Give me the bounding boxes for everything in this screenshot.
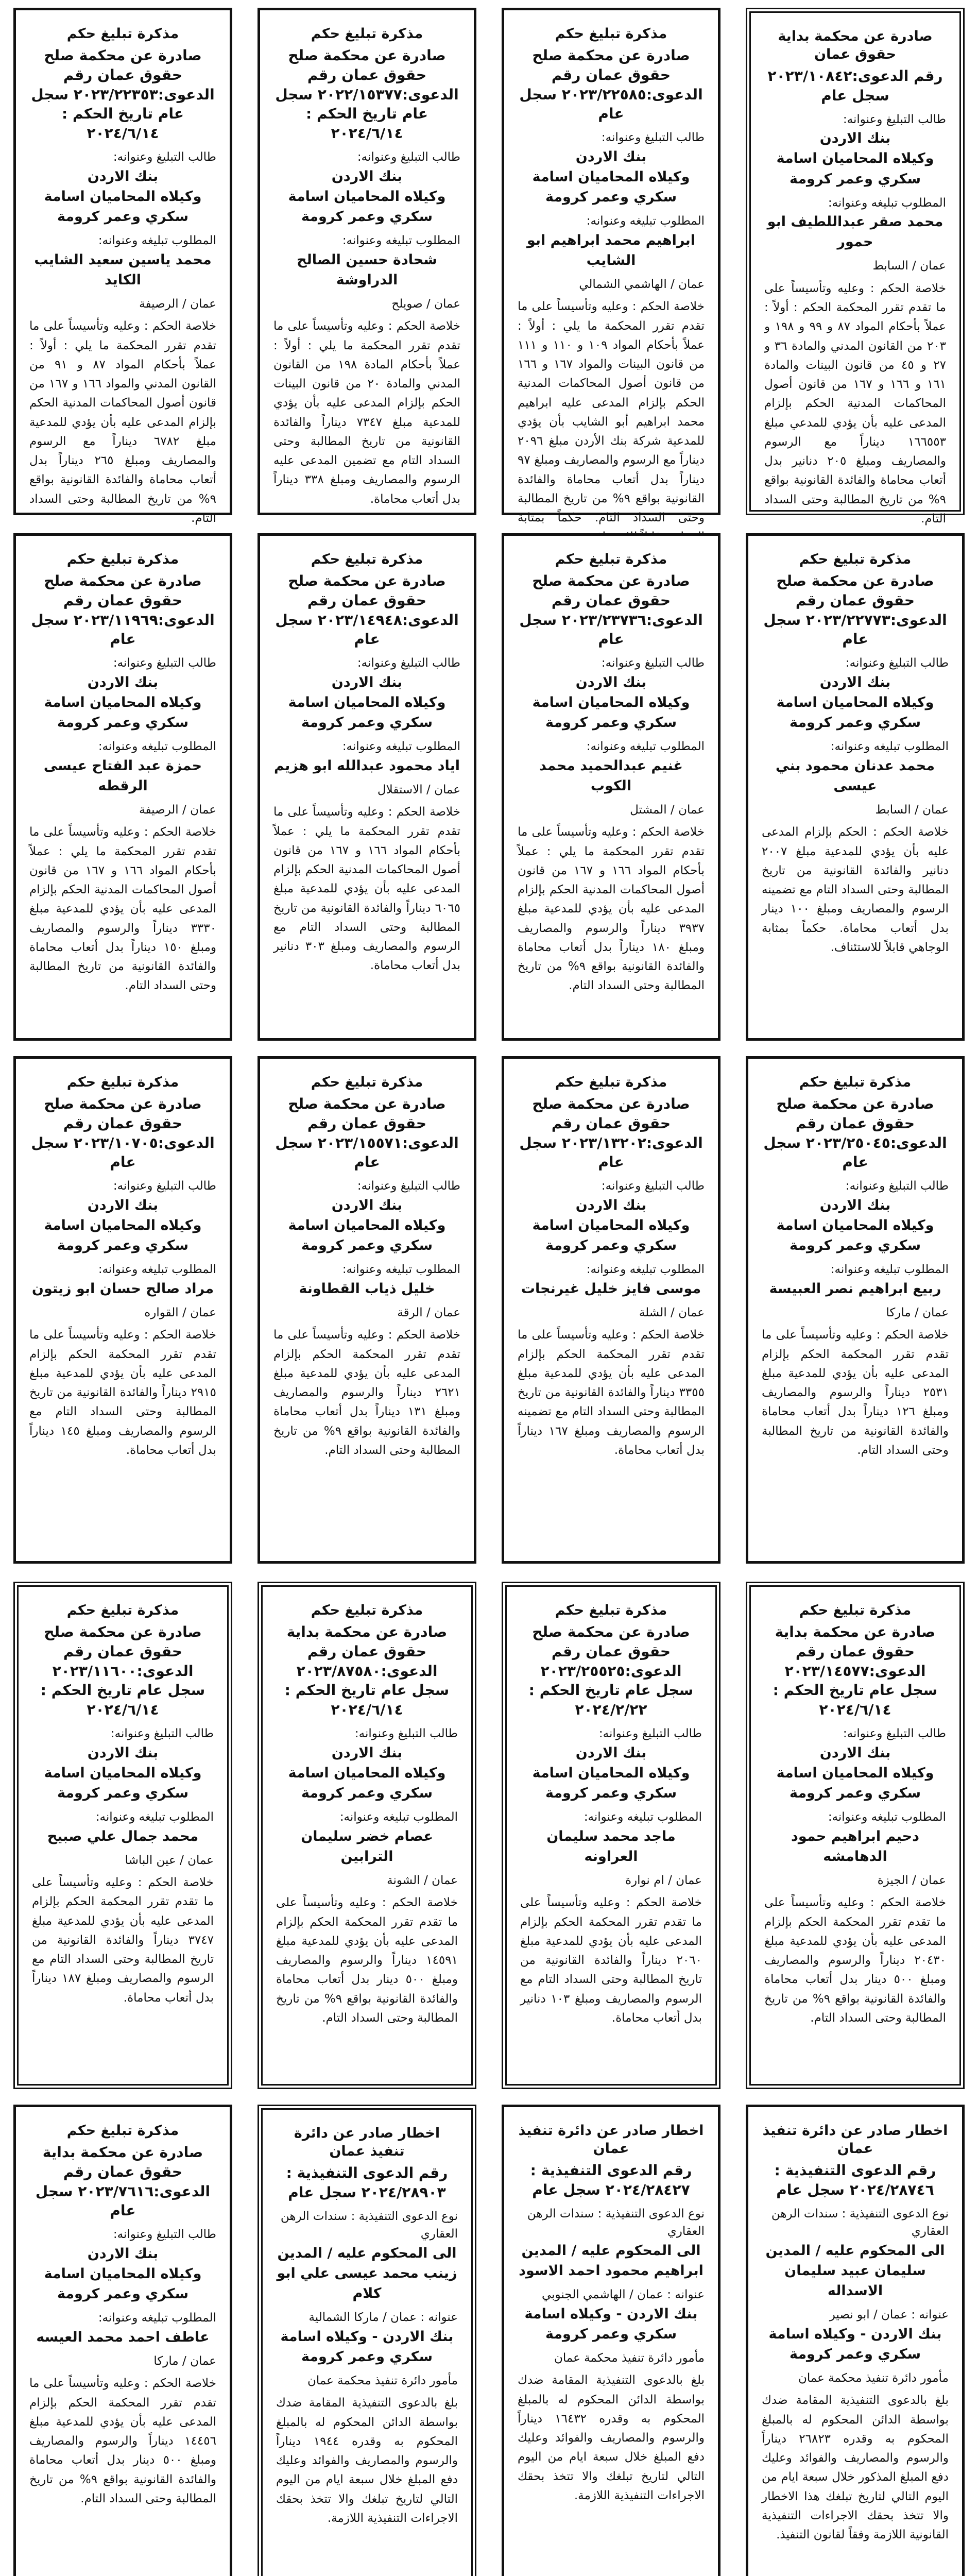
plaintiff-name: بنك الاردن	[819, 674, 891, 690]
plaintiff-name: بنك الاردن	[575, 674, 647, 690]
judgment-summary: خلاصة الحكم : وعليه وتأسيساً على ما تقدم تقرر المحكمة الحكم بإلزام المدعى عليه بأن يؤدي للمدعية مبلغ ٢٥٣١ ديناراً والرسوم والمصاريف ومبلغ ١٢٦ ديناراً بدل أتعاب محاماة والفائدة القانونية من تاريخ المطالبة وحتى السداد التام.	[762, 1328, 949, 1457]
case-number: رقم الدعوى التنفيذية : ٢٠٢٤/٢٨٧٤٦ سجل عام	[774, 2162, 936, 2198]
requester-label: طالب التبليغ وعنوانه:	[110, 1727, 214, 1741]
case-number: صادرة عن محكمة بداية حقوق عمان رقم الدعوى:٢٠٢٣/٨٧٥٨٠ سجل عام تاريخ الحكم : ٢٠٢٤/٦/١٤	[284, 1623, 450, 1719]
requester-label: نوع الدعوى التنفيذية : سندات الرهن العقاري	[280, 2209, 458, 2241]
case-number: صادرة عن محكمة بداية حقوق عمان رقم الدعوى:٢٠٢٣/٧٦١٦ سجل عام	[35, 2144, 211, 2219]
recipient-label: عنوانه : عمان / ابو نصير	[829, 2308, 949, 2322]
plaintiff-agents: وكيلاه المحاميان اسامة سكري وعمر كرومة	[288, 188, 446, 225]
defendant-name: عاطف احمد محمد العيسه	[36, 2329, 210, 2345]
defendant-address: عمان / عين الباشا	[125, 1853, 214, 1867]
plaintiff-agents: وكيلاه المحاميان اسامة سكري وعمر كرومة	[776, 1217, 934, 1254]
plaintiff-agents: وكيلاه المحاميان اسامة سكري وعمر كرومة	[288, 1765, 446, 1801]
recipient-label: المطلوب تبليغه وعنوانه:	[339, 1810, 458, 1824]
defendant-address: عمان / السابط	[875, 803, 949, 817]
case-number: صادرة عن محكمة صلح حقوق عمان رقم الدعوى:٢٠٢٣/٢٢٣٥٣ سجل عام تاريخ الحكم : ٢٠٢٤/٦/١٤	[31, 47, 215, 142]
court-notice	[502, 533, 720, 1041]
notice-heading: مذكرة تبليغ حكم	[66, 1602, 179, 1618]
defendant-name: بنك الاردن - وكيلاه اسامة سكري وعمر كرومة	[768, 2326, 942, 2362]
plaintiff-agents: وكيلاه المحاميان اسامة سكري وعمر كرومة	[776, 150, 934, 187]
case-number: صادرة عن محكمة صلح حقوق عمان رقم الدعوى:٢٠٢٣/٢٣٧٣٦ سجل عام	[519, 572, 703, 648]
recipient-label: المطلوب تبليغه وعنوانه:	[98, 740, 216, 754]
judgment-summary: بلغ بالدعوى التنفيذية المقامة ضدك بواسطة الدائن المحكوم له بالمبلغ المحكوم به وقدره ١٩٤٤ ديناراً والرسوم والمصاريف والفوائد وعليك دفع المبلغ خلال سبعة ايام من اليوم التالي لتاريخ تبلغك والا تتخذ بحقك الاجراءات التنفيذية اللازمة.	[276, 2396, 458, 2525]
defendant-name: محمد صقر عبداللطيف ابو حمور	[767, 214, 943, 250]
requester-label: طالب التبليغ وعنوانه:	[601, 656, 705, 670]
notice-heading: مذكرة تبليغ حكم	[311, 1602, 423, 1618]
court-notice	[13, 533, 232, 1041]
requester-label: طالب التبليغ وعنوانه:	[113, 656, 216, 670]
notice-heading: مذكرة تبليغ حكم	[555, 551, 667, 567]
judgment-summary: خلاصة الحكم : وعليه وتأسيساً على ما تقدم تقرر المحكمة الحكم بإلزام المدعى عليه بأن يؤدي للمدعية مبلغ ٢٩١٥ ديناراً والفائدة القانونية من تاريخ المطالبة وحتى السداد التام مع الرسوم والمصاريف ومبلغ ١٤٥ ديناراً بدل أتعاب محاماة.	[29, 1328, 216, 1457]
recipient-label: المطلوب تبليغه وعنوانه:	[830, 740, 949, 754]
judgment-summary: بلغ بالدعوى التنفيذية المقامة ضدك بواسطة الدائن المحكوم له بالمبلغ المحكوم به وقدره ١٦٤٣٢ ديناراً والرسوم والمصاريف والفوائد وعليك دفع المبلغ خلال سبعة ايام من اليوم التالي لتاريخ تبلغك والا تتخذ بحقك الاجراءات التنفيذية اللازمة.	[518, 2374, 705, 2502]
recipient-label: المطلوب تبليغه وعنوانه:	[98, 1263, 216, 1277]
recipient-label: المطلوب تبليغه وعنوانه:	[830, 1263, 949, 1277]
recipient-label: المطلوب تبليغه وعنوانه:	[586, 1263, 705, 1277]
requester-label: طالب التبليغ وعنوانه:	[113, 2228, 216, 2242]
recipient-label: المطلوب تبليغه وعنوانه:	[828, 196, 946, 210]
defendant-address: عمان / السابط	[872, 259, 946, 273]
recipient-label: المطلوب تبليغه وعنوانه:	[828, 1810, 946, 1824]
requester-label: طالب التبليغ وعنوانه:	[843, 112, 946, 126]
court-notice	[13, 1582, 232, 2089]
judgment-summary: خلاصة الحكم : وعليه وتأسيساً على ما تقدم تقرر المحكمة ما يلي : عملاً بأحكام المواد ١٦٦ و ١٦٧ من قانون أصول المحاكمات المدنية الحكم بإلزام المدعى عليه بأن يؤدي للمدعية مبلغ ٦٠٦٥ ديناراً والفائدة القانونية من تاريخ المطالبة وحتى السداد التام مع الرسوم والمصاريف ومبلغ ٣٠٣ دنانير بدل أتعاب محاماة.	[273, 805, 460, 973]
requester-label: طالب التبليغ وعنوانه:	[113, 150, 216, 164]
defendant-name: ابراهيم محمد ابراهيم ابو الشايب	[526, 232, 696, 268]
judgment-summary: خلاصة الحكم : الحكم بإلزام المدعى عليه بأن يؤدي للمدعية مبلغ ٢٠٠٧ دنانير والفائدة القانونية من تاريخ المطالبة وحتى السداد التام مع تضمينه الرسوم والمصاريف ومبلغ ١٠٠ دينار بدل أتعاب محاماة. حكماً بمثابة الوجاهي قابلاً للاستئناف.	[762, 825, 949, 954]
defendant-name: دحيم ابراهيم حمود الدهامشه	[791, 1828, 919, 1865]
judgment-summary: خلاصة الحكم : وعليه وتأسيساً على ما تقدم تقرر المحكمة الحكم بإلزام المدعى عليه بأن يؤدي للمدعية مبلغ ٣٧٤٧ ديناراً والفائدة القانونية من تاريخ المطالبة وحتى السداد التام مع الرسوم والمصاريف ومبلغ ١٨٧ ديناراً بدل أتعاب محاماة.	[32, 1876, 214, 2005]
judgment-summary: خلاصة الحكم : وعليه وتأسيساً على ما تقدم تقرر المحكمة ما يلي : أولاً : عملاً بأحكام المواد ١٠٩ و ١١٠ و ١١١ من قانون البينات والمواد ١٦٧ و ١٦٦ من قانون أصول المحاكمات المدنية الحكم بإلزام المدعى عليه ابراهيم محمد ابراهيم أبو الشايب بأن يؤدي للمدعية شركة بنك الأردن مبلغ ٢٠٩٦ ديناراً مع الرسوم والمصاريف ومبلغ ٩٧ ديناراً بدل أتعاب محاماة والفائدة القانونية بواقع ٩% من تاريخ المطالبة وحتى السداد التام. حكماً بمثابة	[518, 300, 705, 525]
plaintiff-name: بنك الاردن	[331, 168, 403, 184]
recipient-label: عنوانه : عمان / ماركا الشمالية	[308, 2311, 458, 2325]
notice-heading: صادرة عن محكمة بداية حقوق عمان	[778, 28, 933, 63]
defendant-name: حمزة عبد الفتاح عيسى الرقطه	[43, 757, 202, 794]
court-notice	[13, 8, 232, 525]
judgment-summary: خلاصة الحكم : وعليه وتأسيساً على ما تقدم تقرر المحكمة ما يلي : عملاً بأحكام المواد ١٦٦ و ١٦٧ من قانون أصول المحاكمات المدنية الحكم بإلزام المدعى عليه بأن يؤدي للمدعية مبلغ ٣٣٣٠ ديناراً والرسوم والمصاريف ومبلغ ١٥٠ ديناراً بدل أتعاب محاماة والفائدة القانونية من تاريخ المطالبة وحتى السداد التام.	[29, 825, 216, 993]
case-number: رقم الدعوى:٢٠٢٣/١٠٨٤٢ سجل عام	[767, 67, 943, 104]
plaintiff-agents: وكيلاه المحاميان اسامة سكري وعمر كرومة	[776, 1765, 934, 1801]
notice-heading: مذكرة تبليغ حكم	[66, 2123, 179, 2139]
defendant-address: عمان / الشلة	[639, 1306, 705, 1319]
defendant-address: مأمور دائرة تنفيذ محكمة عمان	[798, 2371, 949, 2385]
notice-heading: مذكرة تبليغ حكم	[555, 1074, 667, 1090]
court-notice	[258, 1582, 476, 2089]
plaintiff-agents: وكيلاه المحاميان اسامة سكري وعمر كرومة	[288, 694, 446, 731]
case-number: صادرة عن محكمة صلح حقوق عمان رقم الدعوى:٢٠٢٣/٢٢٧٧٣ سجل عام	[763, 572, 947, 648]
judgment-summary: خلاصة الحكم : وعليه وتأسيساً على ما تقدم تقرر المحكمة الحكم : أولاً : عملاً بأحكام المواد ٨٧ و ٩٩ و ١٩٨ و ٢٠٣ من القانون المدني والمادة ٣٦ و ٢٧ و ٤٥ من قانون البينات والمادة ١٦١ و ١٦٦ و ١٦٧ من قانون أصول المحاكمات المدنية الحكم بإلزام المدعى عليه بأن يؤدي للمدعي مبلغ ١٦٦٥٥٣ ديناراً مع الرسوم والمصاريف ومبلغ ٢٠٥ دنانير بدل أتعاب محاماة والفائدة القانونية بواقع ٩% من تاريخ المطالبة وحتى السداد التام.	[764, 281, 947, 526]
requester-label: نوع الدعوى التنفيذية : سندات الرهن العقاري	[771, 2207, 949, 2239]
defendant-address: عمان / الرصيفة	[139, 297, 216, 311]
recipient-label: المطلوب تبليغه وعنوانه:	[586, 740, 705, 754]
defendant-address: عمان / ام نوارة	[625, 1873, 702, 1887]
defendant-name: موسى فايز خليل غيرنجات	[521, 1280, 701, 1297]
case-number: صادرة عن محكمة صلح حقوق عمان رقم الدعوى:٢٠٢٣/١٥٥٧١ سجل عام	[275, 1095, 459, 1171]
defendant-address: عمان / الرقة	[397, 1306, 460, 1319]
requester-label: طالب التبليغ وعنوانه:	[601, 131, 705, 145]
plaintiff-agents: وكيلاه المحاميان اسامة سكري وعمر كرومة	[776, 694, 934, 731]
judgment-summary: خلاصة الحكم : وعليه وتأسيساً على ما تقدم تقرر المحكمة الحكم بإلزام المدعى عليه بأن يؤدي للمدعية مبلغ ٢٠٤٣٠ ديناراً والرسوم والمصاريف ومبلغ ٥٠٠ دينار بدل أتعاب محاماة والفائدة القانونية بواقع ٩% من تاريخ المطالبة وحتى السداد التام.	[764, 1896, 947, 2025]
plaintiff-name: بنك الاردن	[575, 148, 647, 165]
court-notice	[746, 1056, 965, 1564]
plaintiff-agents: وكيلاه المحاميان اسامة سكري وعمر كرومة	[532, 1217, 690, 1254]
case-number: رقم الدعوى التنفيذية : ٢٠٢٤/٢٨٩٠٣ سجل عام	[286, 2164, 448, 2201]
plaintiff-name: الى المحكوم عليه / المدين	[765, 2242, 945, 2259]
plaintiff-name: بنك الاردن	[87, 1197, 159, 1213]
court-notice	[502, 2105, 720, 2576]
plaintiff-name: بنك الاردن	[331, 1744, 403, 1761]
notice-heading: مذكرة تبليغ حكم	[799, 1602, 912, 1618]
court-notice	[258, 2105, 476, 2576]
requester-label: طالب التبليغ وعنوانه:	[357, 1179, 460, 1193]
defendant-name: اياد محمود عبدالله ابو هزيم	[273, 757, 460, 774]
notice-heading: مذكرة تبليغ حكم	[66, 26, 179, 42]
case-number: صادرة عن محكمة صلح حقوق عمان رقم الدعوى:٢٠٢٣/١٣٢٠٢ سجل عام	[519, 1095, 703, 1171]
requester-label: طالب التبليغ وعنوانه:	[845, 1179, 949, 1193]
requester-label: طالب التبليغ وعنوانه:	[601, 1179, 705, 1193]
court-notice	[746, 1582, 965, 2089]
defendant-name: شحادة حسين الصالح الدراوشة	[297, 251, 437, 288]
notice-heading: مذكرة تبليغ حكم	[311, 551, 423, 567]
defendant-address: مأمور دائرة تنفيذ محكمة عمان	[554, 2351, 705, 2365]
defendant-address: عمان / ماركا	[153, 2354, 216, 2368]
defendant-address: عمان / الجيزة	[877, 1873, 946, 1887]
recipient-label: المطلوب تبليغه وعنوانه:	[586, 214, 705, 228]
court-notice	[502, 1056, 720, 1564]
case-number: صادرة عن محكمة صلح حقوق عمان رقم الدعوى:٢٠٢٢/١٥٣٧٧ سجل عام تاريخ الحكم : ٢٠٢٤/٦/١٤	[275, 47, 459, 142]
case-number: صادرة عن محكمة صلح حقوق عمان رقم الدعوى:٢٠٢٣/٢٥٠٤٥ سجل عام	[763, 1095, 947, 1171]
requester-label: طالب التبليغ وعنوانه:	[357, 656, 460, 670]
defendant-address: عمان / الرصيفة	[139, 803, 216, 817]
court-notice	[746, 2105, 965, 2576]
case-number: صادرة عن محكمة صلح حقوق عمان رقم الدعوى:٢٠٢٣/١٤٩٤٨ سجل عام	[275, 572, 459, 648]
recipient-label: المطلوب تبليغه وعنوانه:	[98, 2311, 216, 2325]
plaintiff-name: بنك الاردن	[819, 130, 891, 147]
defendant-name: ربيع ابراهيم نصر العبيسة	[769, 1280, 941, 1297]
requester-label: نوع الدعوى التنفيذية : سندات الرهن العقاري	[527, 2207, 705, 2239]
court-notice	[746, 533, 965, 1041]
court-notice	[13, 2105, 232, 2576]
plaintiff-agents: وكيلاه المحاميان اسامة سكري وعمر كرومة	[44, 188, 202, 225]
plaintiff-name: بنك الاردن	[575, 1197, 647, 1213]
defendant-address: عمان / صويلح	[391, 297, 460, 311]
plaintiff-name: الى المحكوم عليه / المدين	[521, 2242, 701, 2259]
judgment-summary: خلاصة الحكم : وعليه وتأسيساً على ما تقدم تقرر المحكمة الحكم بإلزام المدعى عليه بأن يؤدي للمدعية مبلغ ٢٠٦٠ ديناراً والفائدة القانونية من تاريخ المطالبة وحتى السداد التام مع الرسوم والمصاريف ومبلغ ١٠٣ دنانير بدل أتعاب محاماة.	[520, 1896, 702, 2025]
judgment-summary: خلاصة الحكم : وعليه وتأسيساً على ما تقدم تقرر المحكمة ما يلي : عملاً بأحكام المواد ١٦٦ و ١٦٧ من قانون أصول المحاكمات المدنية الحكم بإلزام المدعى عليه بأن يؤدي للمدعية مبلغ ٣٩٣٧ ديناراً والرسوم والمصاريف ومبلغ ١٨٠ ديناراً بدل أتعاب محاماة والفائدة القانونية بواقع ٩% من تاريخ المطالبة وحتى السداد التام.	[518, 825, 705, 993]
defendant-name: بنك الاردن - وكيلاه اسامة سكري وعمر كرومة	[524, 2306, 698, 2342]
recipient-label: المطلوب تبليغه وعنوانه:	[584, 1810, 702, 1824]
defendant-name: مراد صالح حسان ابو زيتون	[31, 1280, 214, 1297]
plaintiff-name: بنك الاردن	[819, 1744, 891, 1761]
case-number: صادرة عن محكمة صلح حقوق عمان رقم الدعوى:٢٠٢٣/١١٦٠٠ سجل عام تاريخ الحكم : ٢٠٢٤/٦/١٤	[40, 1623, 205, 1719]
plaintiff-name: بنك الاردن	[87, 674, 159, 690]
judgment-summary: خلاصة الحكم : وعليه وتأسيساً على ما تقدم تقرر المحكمة الحكم بإلزام المدعى عليه بأن يؤدي للمدعية مبلغ ١٤٤٥٦ ديناراً والرسوم والمصاريف ومبلغ ٥٠٠ دينار بدل أتعاب محاماة والفائدة القانونية بواقع ٩% من تاريخ المطالبة وحتى السداد التام.	[29, 2377, 217, 2505]
plaintiff-name: بنك الاردن	[819, 1197, 891, 1213]
notice-heading: اخطار صادر عن دائرة تنفيذ عمان	[518, 2123, 704, 2157]
case-number: صادرة عن محكمة بداية حقوق عمان رقم الدعوى:٢٠٢٣/١٤٥٧٧ سجل عام تاريخ الحكم : ٢٠٢٤/٦/١٤	[773, 1623, 938, 1719]
defendant-address: عمان / ماركا	[886, 1306, 949, 1319]
notice-heading: مذكرة تبليغ حكم	[799, 1074, 912, 1090]
plaintiff-agents: ابراهيم محمود احمد الاسود	[519, 2262, 704, 2279]
plaintiff-agents: وكيلاه المحاميان اسامة سكري وعمر كرومة	[532, 1765, 690, 1801]
judgment-summary: خلاصة الحكم : وعليه وتأسيساً على ما تقدم تقرر المحكمة الحكم بإلزام المدعى عليه بأن يؤدي للمدعية مبلغ ٣٣٥٥ ديناراً والفائدة القانونية من تاريخ المطالبة وحتى السداد التام مع تضمينه الرسوم والمصاريف ومبلغ ١٦٧ ديناراً بدل أتعاب محاماة.	[518, 1328, 705, 1457]
recipient-label: المطلوب تبليغه وعنوانه:	[342, 1263, 460, 1277]
recipient-label: عنوانه : عمان / الهاشمي الجنوبي	[541, 2288, 705, 2302]
defendant-name: غنيم عبدالحميد محمد الكوب	[539, 757, 683, 794]
defendant-address: عمان / الاستقلال	[377, 783, 460, 796]
notice-heading: اخطار صادر عن دائرة تنفيذ عمان	[762, 2123, 948, 2157]
defendant-name: محمد جمال علي صبيح	[47, 1828, 199, 1844]
notice-heading: مذكرة تبليغ حكم	[311, 1074, 423, 1090]
court-notice	[258, 533, 476, 1041]
plaintiff-agents: وكيلاه المحاميان اسامة سكري وعمر كرومة	[44, 1217, 202, 1254]
defendant-name: ماجد محمد سليمان العراونه	[546, 1828, 676, 1865]
plaintiff-name: بنك الاردن	[575, 1744, 647, 1761]
plaintiff-name: الى المحكوم عليه / المدين	[277, 2245, 457, 2261]
case-number: صادرة عن محكمة صلح حقوق عمان رقم الدعوى:٢٠٢٣/٢٥٥٢٥ سجل عام تاريخ الحكم : ٢٠٢٤/٢/٢٢	[528, 1623, 694, 1719]
notice-heading: مذكرة تبليغ حكم	[555, 1602, 667, 1618]
defendant-name: بنك الاردن - وكيلاه اسامة سكري وعمر كرومة	[280, 2328, 454, 2365]
court-notice	[258, 8, 476, 515]
plaintiff-name: بنك الاردن	[87, 2245, 159, 2262]
court-notice	[502, 1582, 720, 2089]
plaintiff-name: بنك الاردن	[331, 674, 403, 690]
plaintiff-agents: وكيلاه المحاميان اسامة سكري وعمر كرومة	[288, 1217, 446, 1254]
requester-label: طالب التبليغ وعنوانه:	[113, 1179, 216, 1193]
plaintiff-agents: وكيلاه المحاميان اسامة سكري وعمر كرومة	[44, 694, 202, 731]
judgment-summary: بلغ بالدعوى التنفيذية المقامة ضدك بواسطة الدائن المحكوم له بالمبلغ المحكوم به وقدره ٢٦٨٢٣ ديناراً والرسوم والمصاريف والفوائد وعليك دفع المبلغ المذكور خلال سبعة ايام من اليوم التالي لتاريخ تبلغك هذا الاخطار والا تتخذ بحقك الاجراءات التنفيذية القانونية اللازمة وفقاً لقانون التنفيذ.	[762, 2394, 949, 2542]
defendant-address: مأمور دائرة تنفيذ محكمة عمان	[307, 2374, 458, 2387]
plaintiff-agents: وكيلاه المحاميان اسامة سكري وعمر كرومة	[44, 1765, 202, 1801]
requester-label: طالب التبليغ وعنوانه:	[357, 150, 460, 164]
notice-heading: اخطار صادر عن دائرة تنفيذ عمان	[294, 2125, 440, 2160]
plaintiff-agents: زينب محمد عيسى علي ابو كلام	[277, 2265, 457, 2302]
court-notice	[502, 8, 720, 525]
defendant-address: عمان / المشتل	[630, 803, 705, 817]
defendant-name: محمد ياسين سعيد الشايب الكايد	[34, 251, 212, 288]
defendant-name: عصام خضر سليمان الترابين	[301, 1828, 433, 1865]
requester-label: طالب التبليغ وعنوانه:	[845, 656, 949, 670]
case-number: صادرة عن محكمة صلح حقوق عمان رقم الدعوى:٢٠٢٣/٢٢٥٨٥ سجل عام	[519, 47, 703, 123]
plaintiff-name: بنك الاردن	[87, 168, 159, 184]
case-number: رقم الدعوى التنفيذية : ٢٠٢٤/٢٨٤٢٧ سجل عام	[530, 2162, 692, 2198]
notice-heading: مذكرة تبليغ حكم	[66, 551, 179, 567]
defendant-address: عمان / القواره	[144, 1306, 216, 1319]
requester-label: طالب التبليغ وعنوانه:	[843, 1727, 946, 1741]
court-notice	[13, 1056, 232, 1564]
notice-heading: مذكرة تبليغ حكم	[799, 551, 912, 567]
court-notice	[746, 8, 965, 526]
recipient-label: المطلوب تبليغه وعنوانه:	[95, 1810, 214, 1824]
judgment-summary: خلاصة الحكم : وعليه وتأسيساً على ما تقدم تقرر المحكمة الحكم بإلزام المدعى عليه بأن يؤدي للمدعية مبلغ ٢٦٢١ ديناراً والرسوم والمصاريف ومبلغ ١٣١ ديناراً بدل أتعاب محاماة والفائدة القانونية بواقع ٩% من تاريخ المطالبة وحتى السداد التام.	[273, 1328, 461, 1457]
recipient-label: المطلوب تبليغه وعنوانه:	[342, 234, 460, 247]
judgment-summary: خلاصة الحكم : وعليه وتأسيساً على ما تقدم تقرر المحكمة الحكم بإلزام المدعى عليه بأن يؤدي للمدعية مبلغ ١٤٥٩١ ديناراً والرسوم والمصاريف ومبلغ ٥٠٠ دينار بدل أتعاب محاماة والفائدة القانونية بواقع ٩% من تاريخ المطالبة وحتى السداد التام.	[276, 1896, 458, 2025]
notice-heading: مذكرة تبليغ حكم	[311, 26, 423, 42]
recipient-label: المطلوب تبليغه وعنوانه:	[342, 740, 460, 754]
court-notice	[258, 1056, 476, 1564]
defendant-name: خليل ذياب القطاونة	[299, 1280, 435, 1297]
case-number: صادرة عن محكمة صلح حقوق عمان رقم الدعوى:٢٠٢٣/١١٩٦٩ سجل عام	[31, 572, 215, 648]
judgment-summary: خلاصة الحكم : وعليه وتأسيساً على ما تقدم تقرر المحكمة ما يلي : أولاً : عملاً بأحكام المواد ٨٧ و ٩١ من القانون المدني والمواد ١٦٦ و ١٦٧ من قانون أصول المحاكمات المدنية الحكم بإلزام المدعى عليه بأن يؤدي للمدعية مبلغ ٦٧٨٢ ديناراً مع الرسوم والمصاريف ومبلغ ٢٦٥ ديناراً بدل أتعاب محاماة والفائدة القانونية بواقع ٩% من تاريخ المطالبة وحتى السداد التام.	[29, 319, 216, 525]
notice-heading: مذكرة تبليغ حكم	[555, 26, 667, 42]
defendant-address: عمان / الشونة	[387, 1873, 458, 1887]
plaintiff-agents: وكيلاه المحاميان اسامة سكري وعمر كرومة	[532, 168, 690, 206]
requester-label: طالب التبليغ وعنوانه:	[354, 1727, 458, 1741]
notice-heading: مذكرة تبليغ حكم	[66, 1074, 179, 1090]
plaintiff-name: بنك الاردن	[331, 1197, 403, 1213]
judgment-summary: خلاصة الحكم : وعليه وتأسيساً على ما تقدم تقرر المحكمة ما يلي : أولاً : عملاً بأحكام المادة ١٩٨ من القانون المدني والمادة ٢٠ من قانون البينات الحكم بإلزام المدعى عليه بأن يؤدي للمدعية مبلغ ٧٣٤٧ ديناراً والفائدة القانونية من تاريخ المطالبة وحتى السداد التام مع تضمين المدعى عليه الرسوم والمصاريف ومبلغ ٣٣٨ ديناراً بدل أتعاب محاماة.	[273, 319, 461, 506]
plaintiff-agents: وكيلاه المحاميان اسامة سكري وعمر كرومة	[532, 694, 690, 731]
plaintiff-name: بنك الاردن	[87, 1744, 159, 1761]
plaintiff-agents: سليمان عبيد سليمان الاسداله	[784, 2262, 926, 2299]
requester-label: طالب التبليغ وعنوانه:	[598, 1727, 702, 1741]
defendant-name: محمد عدنان محمود بني عيسى	[776, 757, 935, 794]
case-number: صادرة عن محكمة صلح حقوق عمان رقم الدعوى:٢٠٢٣/١٠٧٠٥ سجل عام	[31, 1095, 215, 1171]
plaintiff-agents: وكيلاه المحاميان اسامة سكري وعمر كرومة	[44, 2265, 202, 2302]
defendant-address: عمان / الهاشمي الشمالي	[579, 277, 705, 291]
recipient-label: المطلوب تبليغه وعنوانه:	[98, 234, 216, 247]
